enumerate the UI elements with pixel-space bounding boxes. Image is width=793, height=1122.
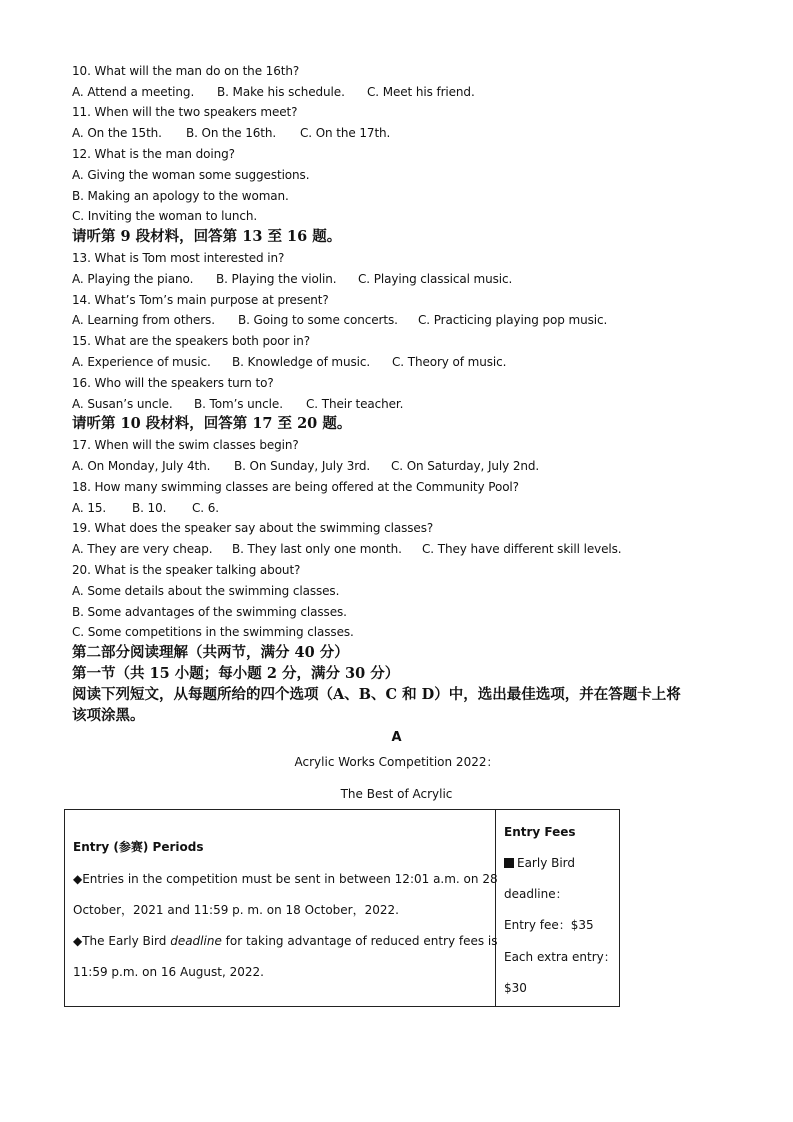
option-c: C. On the 17th. — [300, 126, 391, 140]
question-11: 11. When will the two speakers meet? — [72, 105, 298, 119]
deadline-label: deadline： — [504, 887, 568, 901]
question-16: 16. Who will the speakers turn to? — [72, 376, 274, 390]
question-18: 18. How many swimming classes are being offered at the Community Pool? — [72, 480, 519, 494]
question-20: 20. What is the speaker talking about? — [72, 563, 301, 577]
options-16 — [72, 396, 403, 412]
option-b: B. Some advantages of the swimming classes. — [72, 605, 347, 619]
passage-letter: A — [391, 730, 402, 745]
option-b: B. Going to some concerts. — [238, 313, 398, 327]
option-a: A. On the 15th. — [72, 126, 162, 140]
option-c: C. 6. — [192, 501, 219, 515]
early-bird-line-1 — [73, 933, 498, 949]
options-18 — [72, 500, 219, 516]
early-bird-fee-label — [504, 855, 575, 871]
early-bird-text-post: for taking advantage of reduced entry fees is — [221, 934, 498, 948]
option-b: B. 10. — [132, 501, 167, 515]
option-c: C. Some competitions in the swimming classes. — [72, 625, 354, 639]
option-a: A. They are very cheap. — [72, 542, 213, 556]
options-15 — [72, 354, 506, 370]
question-17: 17. When will the swim classes begin? — [72, 438, 299, 452]
option-b: B. Make his schedule. — [217, 85, 345, 99]
passage-title: Acrylic Works Competition 2022： — [294, 755, 499, 769]
black-square-icon — [504, 858, 514, 868]
question-14: 14. What’s Tom’s main purpose at present? — [72, 293, 329, 307]
entry-fee: Entry fee：$35 — [504, 918, 594, 932]
option-c: C. Practicing playing pop music. — [418, 313, 608, 327]
option-b: B. Making an apology to the woman. — [72, 189, 289, 203]
option-a: A. Learning from others. — [72, 313, 215, 327]
section-heading-10: 请听第 10 段材料，回答第 17 至 20 题。 — [72, 415, 352, 432]
option-c: C. Playing classical music. — [358, 272, 513, 286]
options-13 — [72, 271, 512, 287]
option-a: A. Giving the woman some suggestions. — [72, 168, 310, 182]
section-heading: 第一节（共 15 小题；每小题 2 分，满分 30 分） — [72, 665, 400, 682]
entry-fees-cell — [496, 810, 620, 1007]
option-c: C. Inviting the woman to lunch. — [72, 209, 258, 223]
options-14 — [72, 312, 607, 328]
passage-subtitle: The Best of Acrylic — [340, 787, 453, 801]
option-b: B. Knowledge of music. — [232, 355, 371, 369]
option-b: B. On Sunday, July 3rd. — [234, 459, 371, 473]
entry-period-line-1: ◆Entries in the competition must be sent in between 12:01 a.m. on 28 — [73, 872, 498, 886]
option-c: C. On Saturday, July 2nd. — [391, 459, 540, 473]
options-17 — [72, 458, 539, 474]
option-c: C. Meet his friend. — [367, 85, 475, 99]
section-heading-9: 请听第 9 段材料，回答第 13 至 16 题。 — [72, 228, 342, 245]
option-a: A. Experience of music. — [72, 355, 211, 369]
early-bird-label: Early Bird — [517, 856, 576, 870]
early-bird-text-pre: ◆The Early Bird — [73, 934, 171, 948]
option-a: A. On Monday, July 4th. — [72, 459, 211, 473]
entry-fees-heading: Entry Fees — [504, 825, 576, 839]
option-a: A. Playing the piano. — [72, 272, 194, 286]
extra-entry-label: Each extra entry： — [504, 950, 616, 964]
option-b: B. Tom’s uncle. — [194, 397, 283, 411]
question-19: 19. What does the speaker say about the swimming classes? — [72, 521, 434, 535]
question-12: 12. What is the man doing? — [72, 147, 235, 161]
option-c: C. Their teacher. — [306, 397, 404, 411]
option-b: B. They last only one month. — [232, 542, 402, 556]
instructions-line-2: 该项涂黑。 — [72, 707, 145, 724]
question-10: 10. What will the man do on the 16th? — [72, 64, 300, 78]
option-a: A. 15. — [72, 501, 107, 515]
option-c: C. They have different skill levels. — [422, 542, 622, 556]
entry-periods-heading: Entry (参赛) Periods — [73, 840, 204, 854]
question-15: 15. What are the speakers both poor in? — [72, 334, 311, 348]
option-a: A. Some details about the swimming classes. — [72, 584, 340, 598]
options-10 — [72, 84, 475, 100]
early-bird-deadline-word: deadline — [170, 934, 222, 948]
options-19 — [72, 541, 621, 557]
part-heading: 第二部分阅读理解（共两节，满分 40 分） — [72, 644, 349, 661]
option-b: B. On the 16th. — [186, 126, 277, 140]
option-a: A. Attend a meeting. — [72, 85, 195, 99]
early-bird-line-2: 11:59 p.m. on 16 August, 2022. — [73, 965, 264, 979]
options-11 — [72, 125, 390, 141]
instructions-line-1: 阅读下列短文，从每题所给的四个选项（A、B、C 和 D）中，选出最佳选项，并在答题卡上将 — [72, 686, 681, 703]
entry-period-line-2: October，2021 and 11:59 p. m. on 18 October，2022. — [73, 903, 399, 917]
option-c: C. Theory of music. — [392, 355, 507, 369]
question-13: 13. What is Tom most interested in? — [72, 251, 285, 265]
extra-entry-fee: $30 — [504, 981, 527, 995]
competition-table — [64, 809, 620, 1007]
option-a: A. Susan’s uncle. — [72, 397, 173, 411]
entry-periods-cell — [65, 810, 496, 1007]
option-b: B. Playing the violin. — [216, 272, 337, 286]
